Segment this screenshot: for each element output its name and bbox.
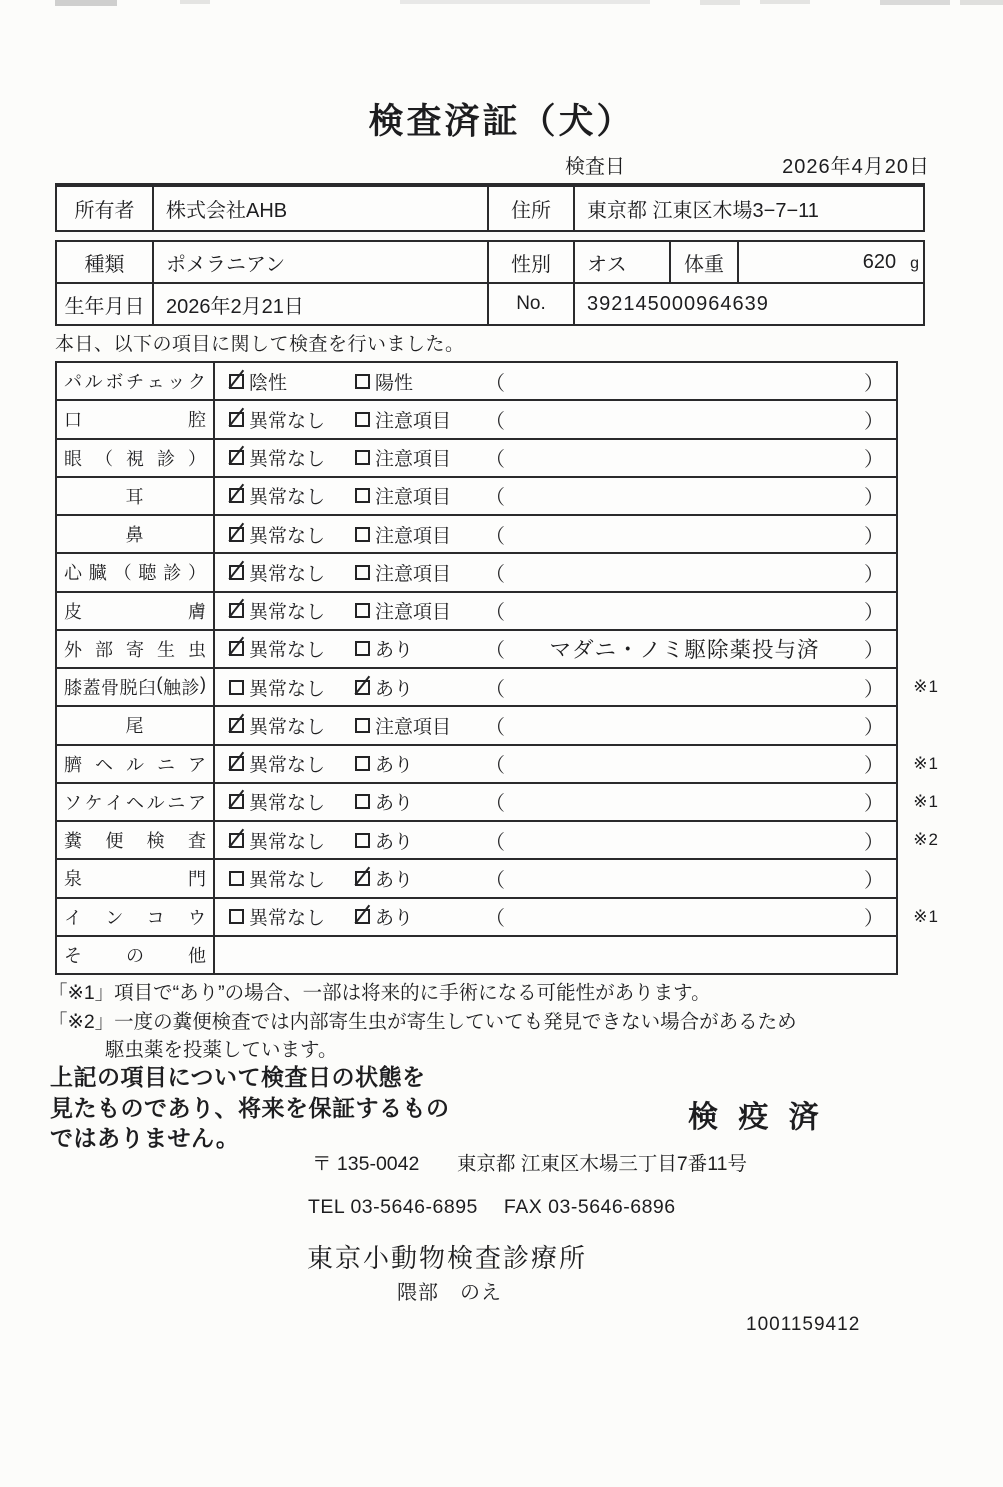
checkbox-checked-icon bbox=[229, 794, 244, 809]
paren-open: （ bbox=[485, 678, 505, 701]
check-item-label: パ ル ボ チ ェ ッ ク bbox=[57, 363, 215, 399]
check-row-options bbox=[215, 516, 896, 552]
weight-value: 620 bbox=[862, 250, 897, 273]
paren-close: ） bbox=[864, 525, 884, 548]
check-option bbox=[355, 827, 485, 854]
comment-parentheses bbox=[485, 596, 896, 625]
checkbox-checked-icon bbox=[229, 488, 244, 503]
check-option bbox=[355, 406, 485, 433]
checkbox-unchecked-icon bbox=[355, 603, 370, 618]
check-option bbox=[229, 750, 355, 777]
check-option-label: あり bbox=[375, 755, 414, 777]
check-option-label: あり bbox=[375, 908, 414, 930]
weight-unit: g bbox=[910, 255, 919, 272]
check-option bbox=[355, 559, 485, 586]
checkbox-unchecked-icon bbox=[229, 680, 244, 695]
check-row-options bbox=[215, 746, 896, 782]
paren-open: （ bbox=[485, 716, 505, 739]
comment-parentheses bbox=[485, 711, 896, 740]
check-option-label: あり bbox=[375, 869, 414, 891]
checkbox-unchecked-icon bbox=[355, 756, 370, 771]
check-option bbox=[355, 750, 485, 777]
checkbox-unchecked-icon bbox=[355, 641, 370, 656]
inspection-date-row bbox=[55, 150, 930, 176]
check-row bbox=[57, 629, 896, 667]
check-item-label: 臍 ヘ ル ニ ア bbox=[57, 746, 215, 782]
check-option-label: 注意項目 bbox=[375, 602, 452, 624]
check-option-label: 注意項目 bbox=[375, 716, 452, 738]
check-option bbox=[355, 368, 485, 395]
check-option bbox=[229, 597, 355, 624]
comment-parentheses bbox=[485, 749, 896, 778]
owner-label-cell: 所有者 bbox=[57, 187, 154, 230]
check-item-label: そ の 他 bbox=[57, 937, 215, 973]
check-option-label: 異常なし bbox=[249, 602, 326, 624]
scan-artifact bbox=[960, 0, 1003, 5]
check-option-label: 注意項目 bbox=[375, 525, 452, 547]
check-item-label: 泉 門 bbox=[57, 860, 215, 896]
check-row bbox=[57, 438, 896, 476]
check-row bbox=[57, 399, 896, 437]
check-item-label: 外 部 寄 生 虫 bbox=[57, 631, 215, 667]
birth-label-cell: 生年月日 bbox=[57, 284, 154, 324]
check-row-options bbox=[215, 554, 896, 590]
check-row bbox=[57, 858, 896, 896]
reference-mark: ※2 bbox=[913, 830, 939, 850]
owner-table bbox=[55, 183, 925, 232]
check-option-label: 異常なし bbox=[249, 716, 326, 738]
sex-label-cell: 性別 bbox=[489, 242, 575, 282]
paren-open: （ bbox=[485, 793, 505, 816]
check-option bbox=[229, 635, 355, 662]
check-option bbox=[229, 521, 355, 548]
checkbox-unchecked-icon bbox=[355, 450, 370, 465]
paren-open: （ bbox=[485, 869, 505, 892]
check-option-label: 注意項目 bbox=[375, 563, 452, 585]
check-option-label: 陰性 bbox=[249, 372, 288, 394]
check-option-label: 異常なし bbox=[249, 563, 326, 585]
checkbox-checked-icon bbox=[229, 718, 244, 733]
checkbox-unchecked-icon bbox=[355, 565, 370, 580]
checkbox-checked-icon bbox=[355, 680, 370, 695]
comment-parentheses bbox=[485, 367, 896, 396]
checkbox-unchecked-icon bbox=[355, 412, 370, 427]
sex-value-cell: オス bbox=[575, 242, 671, 282]
check-option-label: 注意項目 bbox=[375, 410, 452, 432]
check-option-label: 異常なし bbox=[249, 793, 326, 815]
check-option-label: 異常なし bbox=[249, 525, 326, 547]
postal-code: 〒 135-0042 bbox=[312, 1153, 420, 1175]
reference-mark: ※1 bbox=[913, 791, 939, 811]
serial-number: 1001159412 bbox=[746, 1314, 861, 1335]
check-row bbox=[57, 705, 896, 743]
check-row-options bbox=[215, 401, 896, 437]
checkbox-checked-icon bbox=[229, 603, 244, 618]
disclaimer-line: 上記の項目について検査日の状態を bbox=[50, 1064, 426, 1090]
disclaimer-paragraph bbox=[50, 1062, 450, 1154]
check-row bbox=[57, 782, 939, 820]
paren-close: ） bbox=[864, 410, 884, 433]
paren-close: ） bbox=[864, 831, 884, 854]
paren-close: ） bbox=[864, 563, 884, 586]
clinic-fax: FAX 03-5646-6896 bbox=[503, 1196, 676, 1218]
check-option bbox=[229, 827, 355, 854]
check-option bbox=[229, 482, 355, 509]
paren-close: ） bbox=[864, 372, 884, 395]
inspection-date-value: 2026年4月20日 bbox=[782, 156, 930, 178]
paren-close: ） bbox=[864, 678, 884, 701]
check-option-label: 注意項目 bbox=[375, 449, 452, 471]
checkbox-checked-icon bbox=[229, 565, 244, 580]
check-option bbox=[229, 674, 355, 701]
check-option bbox=[229, 903, 355, 930]
check-row bbox=[57, 363, 896, 399]
scan-artifact bbox=[400, 0, 650, 4]
comment-parentheses bbox=[485, 787, 896, 816]
check-option-label: あり bbox=[375, 831, 414, 853]
check-row-options bbox=[215, 363, 896, 399]
check-item-label: 膝 蓋 骨 脱 臼 ( 触 診 ) bbox=[57, 669, 215, 705]
check-option-label: 陽性 bbox=[375, 372, 414, 394]
check-row bbox=[57, 667, 939, 705]
check-item-label: 口 腔 bbox=[57, 401, 215, 437]
check-row bbox=[57, 897, 939, 935]
checkbox-checked-icon bbox=[229, 374, 244, 389]
check-option bbox=[355, 444, 485, 471]
check-row-options bbox=[215, 593, 896, 629]
paren-close: ） bbox=[864, 908, 884, 931]
checkbox-checked-icon bbox=[229, 412, 244, 427]
clinic-address-row bbox=[0, 1148, 1003, 1174]
check-row-options bbox=[215, 822, 896, 858]
paren-close: ） bbox=[864, 869, 884, 892]
check-option-label: 異常なし bbox=[249, 831, 326, 853]
paren-open: （ bbox=[485, 410, 505, 433]
check-row bbox=[57, 514, 896, 552]
check-option bbox=[229, 788, 355, 815]
address-value-cell: 東京都 江東区木場3−7−11 bbox=[587, 200, 819, 222]
paren-close: ） bbox=[864, 449, 884, 472]
inspection-date-label: 検査日 bbox=[565, 156, 625, 178]
check-item-label: 尾 bbox=[57, 707, 215, 743]
check-option bbox=[355, 674, 485, 701]
comment-parentheses bbox=[485, 633, 896, 664]
check-row-options bbox=[215, 440, 896, 476]
checkbox-unchecked-icon bbox=[229, 909, 244, 924]
comment-parentheses bbox=[485, 520, 896, 549]
no-value-cell: 392145000964639 bbox=[587, 292, 769, 315]
comment-parentheses bbox=[485, 405, 896, 434]
checkbox-checked-icon bbox=[229, 527, 244, 542]
check-row-options bbox=[215, 899, 896, 935]
checkbox-unchecked-icon bbox=[355, 833, 370, 848]
check-row bbox=[57, 744, 939, 782]
reference-mark: ※1 bbox=[913, 753, 939, 773]
footnotes bbox=[48, 979, 797, 1065]
check-option bbox=[355, 482, 485, 509]
check-option bbox=[355, 903, 485, 930]
check-option bbox=[229, 406, 355, 433]
weight-value-cell bbox=[739, 242, 923, 282]
paren-open: （ bbox=[485, 449, 505, 472]
check-option-label: 注意項目 bbox=[375, 487, 452, 509]
reference-mark: ※1 bbox=[913, 906, 939, 926]
check-row-options bbox=[215, 860, 896, 896]
checkbox-unchecked-icon bbox=[355, 488, 370, 503]
birth-value-cell: 2026年2月21日 bbox=[154, 284, 489, 324]
check-row-options bbox=[215, 669, 896, 705]
check-row-options bbox=[215, 937, 896, 973]
scan-artifact bbox=[180, 0, 210, 4]
footnote-1: 「※1」項目で“あり”の場合、一部は将来的に手術になる可能性があります。 bbox=[48, 982, 711, 1004]
checkbox-unchecked-icon bbox=[355, 794, 370, 809]
owner-value-cell: 株式会社AHB bbox=[154, 187, 489, 230]
check-option bbox=[355, 597, 485, 624]
check-item-label: 糞 便 検 査 bbox=[57, 822, 215, 858]
checkbox-checked-icon bbox=[355, 909, 370, 924]
check-option bbox=[355, 521, 485, 548]
check-item-label: イ ン コ ウ bbox=[57, 899, 215, 935]
comment-parentheses bbox=[485, 443, 896, 472]
scan-artifact bbox=[55, 0, 117, 6]
animal-info-table bbox=[55, 240, 925, 326]
check-row-options bbox=[215, 478, 896, 514]
check-row-options bbox=[215, 784, 896, 820]
paren-close: ） bbox=[864, 640, 884, 663]
veterinarian-name: 隈部 のえ bbox=[397, 1282, 502, 1304]
checkbox-unchecked-icon bbox=[355, 718, 370, 733]
check-item-label: ソ ケ イ ヘ ル ニ ア bbox=[57, 784, 215, 820]
check-option-label: 異常なし bbox=[249, 640, 326, 662]
comment-parentheses bbox=[485, 902, 896, 931]
check-option-label: 異常なし bbox=[249, 755, 326, 777]
paren-close: ） bbox=[864, 793, 884, 816]
page-title: 検査済証（犬） bbox=[368, 102, 635, 141]
check-row bbox=[57, 591, 896, 629]
check-item-label: 皮 膚 bbox=[57, 593, 215, 629]
scan-artifact bbox=[760, 0, 810, 4]
check-row bbox=[57, 935, 896, 973]
clinic-address: 東京都 江東区木場三丁目7番11号 bbox=[457, 1153, 748, 1175]
check-row bbox=[57, 476, 896, 514]
check-item-label: 眼 （ 視 診 ） bbox=[57, 440, 215, 476]
check-option-label: あり bbox=[375, 678, 414, 700]
paren-open: （ bbox=[485, 372, 505, 395]
check-row bbox=[57, 820, 939, 858]
clinic-contact-row bbox=[308, 1196, 676, 1219]
checkbox-checked-icon bbox=[355, 871, 370, 886]
check-row bbox=[57, 552, 896, 590]
check-option bbox=[355, 788, 485, 815]
clinic-tel: TEL 03-5646-6895 bbox=[308, 1196, 478, 1218]
reference-mark: ※1 bbox=[913, 677, 939, 697]
paren-open: （ bbox=[485, 525, 505, 548]
check-option bbox=[229, 444, 355, 471]
checkbox-unchecked-icon bbox=[355, 527, 370, 542]
check-option bbox=[355, 865, 485, 892]
weight-label-cell: 体重 bbox=[671, 242, 739, 282]
checkbox-unchecked-icon bbox=[355, 374, 370, 389]
paren-open: （ bbox=[485, 602, 505, 625]
check-option-label: 異常なし bbox=[249, 487, 326, 509]
check-comment: マダニ・ノミ駆除薬投与済 bbox=[549, 638, 820, 663]
comment-parentheses bbox=[485, 558, 896, 587]
breed-label-cell: 種類 bbox=[57, 242, 154, 282]
scan-artifact bbox=[880, 0, 950, 5]
paren-open: （ bbox=[485, 831, 505, 854]
comment-parentheses bbox=[485, 864, 896, 893]
paren-open: （ bbox=[485, 640, 505, 663]
comment-parentheses bbox=[485, 481, 896, 510]
check-option bbox=[229, 559, 355, 586]
footnote-2-continued: 駆虫薬を投薬しています。 bbox=[105, 1039, 338, 1061]
check-option-label: 異常なし bbox=[249, 410, 326, 432]
check-option bbox=[355, 635, 485, 662]
scan-artifact bbox=[700, 0, 740, 5]
check-row-options bbox=[215, 707, 896, 743]
checkbox-unchecked-icon bbox=[229, 871, 244, 886]
no-label-cell: No. bbox=[489, 284, 575, 324]
intro-sentence: 本日、以下の項目に関して検査を行いました。 bbox=[55, 334, 465, 355]
paren-open: （ bbox=[485, 755, 505, 778]
breed-value-cell: ポメラニアン bbox=[154, 242, 489, 282]
disclaimer-line: 見たものであり、将来を保証するもの bbox=[50, 1094, 450, 1121]
check-option-label: 異常なし bbox=[249, 449, 326, 471]
comment-parentheses bbox=[485, 826, 896, 855]
check-option bbox=[229, 712, 355, 739]
check-item-label: 鼻 bbox=[57, 516, 215, 552]
checkbox-checked-icon bbox=[229, 641, 244, 656]
paren-close: ） bbox=[864, 487, 884, 510]
check-option bbox=[229, 865, 355, 892]
check-option-label: 異常なし bbox=[249, 678, 326, 700]
check-item-label: 耳 bbox=[57, 478, 215, 514]
checkbox-checked-icon bbox=[229, 450, 244, 465]
comment-parentheses bbox=[485, 673, 896, 702]
paren-open: （ bbox=[485, 487, 505, 510]
checkbox-checked-icon bbox=[229, 833, 244, 848]
address-label-cell: 住所 bbox=[489, 187, 575, 230]
check-option-label: あり bbox=[375, 793, 414, 815]
check-row-options bbox=[215, 631, 896, 667]
check-item-label: 心 臓 （ 聴 診 ） bbox=[57, 554, 215, 590]
checkbox-checked-icon bbox=[229, 756, 244, 771]
check-option-label: あり bbox=[375, 640, 414, 662]
examination-check-table bbox=[55, 361, 939, 975]
quarantine-passed-stamp: 検 疫 済 bbox=[688, 1101, 825, 1134]
paren-close: ） bbox=[864, 716, 884, 739]
check-option bbox=[355, 712, 485, 739]
clinic-name: 東京小動物検査診療所 bbox=[307, 1243, 588, 1273]
paren-open: （ bbox=[485, 908, 505, 931]
disclaimer-line: ではありません。 bbox=[50, 1125, 240, 1151]
paren-close: ） bbox=[864, 755, 884, 778]
footnote-2: 「※2」一度の糞便検査では内部寄生虫が寄生していても発見できない場合があるため bbox=[48, 1010, 797, 1033]
paren-open: （ bbox=[485, 563, 505, 586]
paren-close: ） bbox=[864, 602, 884, 625]
check-option-label: 異常なし bbox=[249, 869, 326, 891]
check-option bbox=[229, 368, 355, 395]
check-option-label: 異常なし bbox=[249, 908, 326, 930]
